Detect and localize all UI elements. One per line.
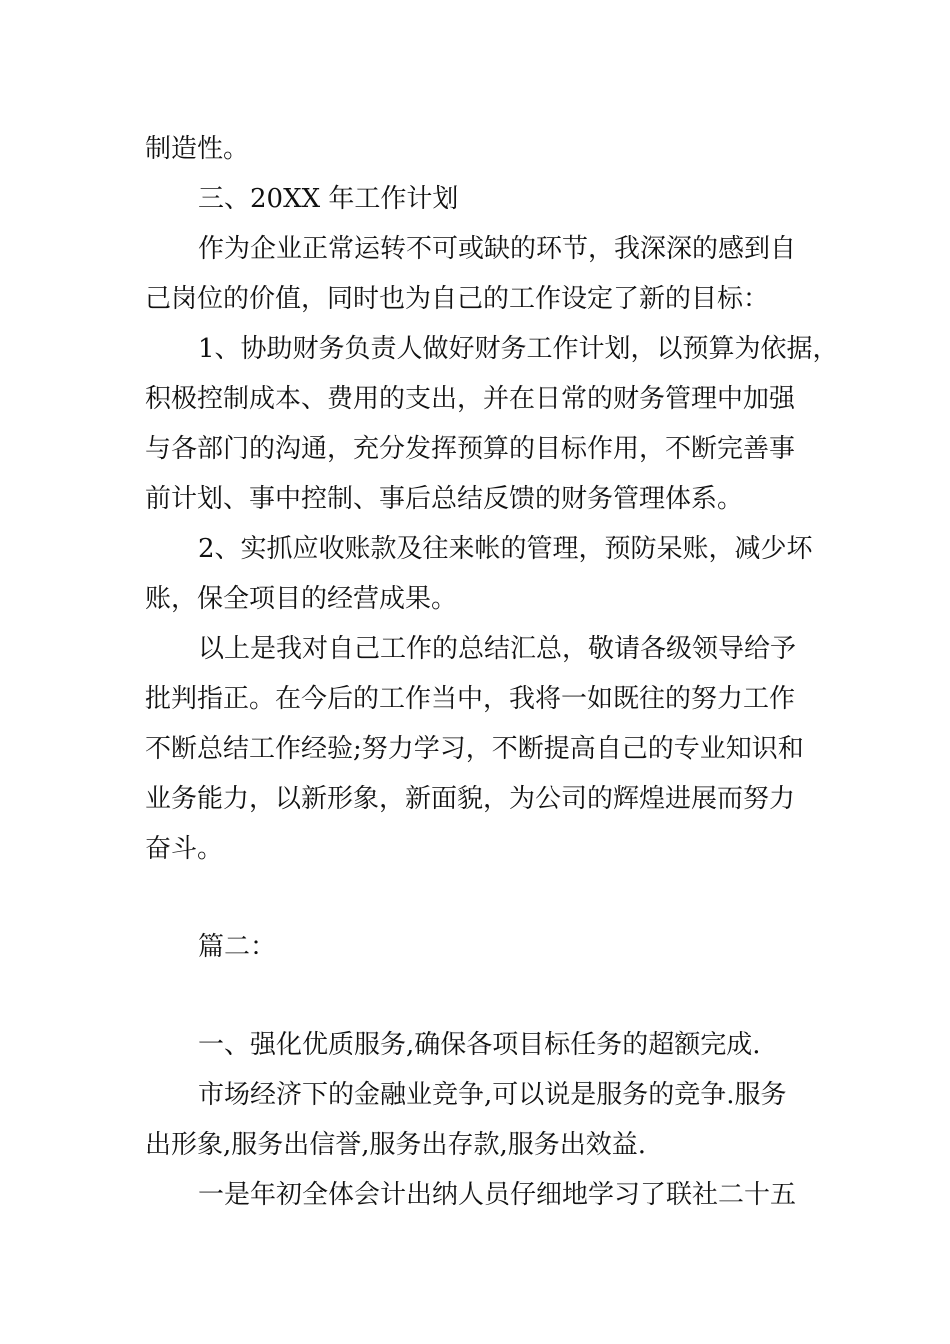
section-heading: 一、强化优质服务,确保各项目标任务的超额完成. bbox=[198, 1030, 761, 1060]
text-line: 以上是我对自己工作的总结汇总，敬请各级领导给予 bbox=[198, 634, 797, 664]
text-line: 积极控制成本、费用的支出，并在日常的财务管理中加强 bbox=[145, 384, 796, 414]
text-line: 批判指正。在今后的工作当中，我将一如既往的努力工作 bbox=[145, 684, 796, 714]
text-line: 前计划、事中控制、事后总结反馈的财务管理体系。 bbox=[145, 484, 744, 514]
text-line: 奋斗。 bbox=[145, 834, 224, 864]
text-line: 制造性。 bbox=[145, 134, 250, 164]
text-line: 一是年初全体会计出纳人员仔细地学习了联社二十五 bbox=[198, 1180, 797, 1210]
text-line: 账，保全项目的经营成果。 bbox=[145, 584, 458, 614]
text-line: 2、实抓应收账款及往来帐的管理，预防呆账，减少坏 bbox=[198, 534, 813, 564]
text-line: 不断总结工作经验;努力学习，不断提高自己的专业知识和 bbox=[145, 734, 804, 764]
text-line: 己岗位的价值，同时也为自己的工作设定了新的目标： bbox=[145, 284, 770, 314]
text-line: 与各部门的沟通，充分发挥预算的目标作用，不断完善事 bbox=[145, 434, 796, 464]
text-line: 市场经济下的金融业竞争,可以说是服务的竞争.服务 bbox=[198, 1080, 787, 1110]
section-heading: 三、20XX 年工作计划 bbox=[198, 184, 459, 214]
text-line: 1、协助财务负责人做好财务工作计划，以预算为依据， bbox=[198, 334, 839, 364]
section-heading: 篇二： bbox=[198, 932, 277, 962]
text-line: 作为企业正常运转不可或缺的环节，我深深的感到自 bbox=[198, 234, 797, 264]
text-line: 出形象,服务出信誉,服务出存款,服务出效益. bbox=[145, 1130, 647, 1160]
text-line: 业务能力，以新形象，新面貌，为公司的辉煌进展而努力 bbox=[145, 784, 796, 814]
